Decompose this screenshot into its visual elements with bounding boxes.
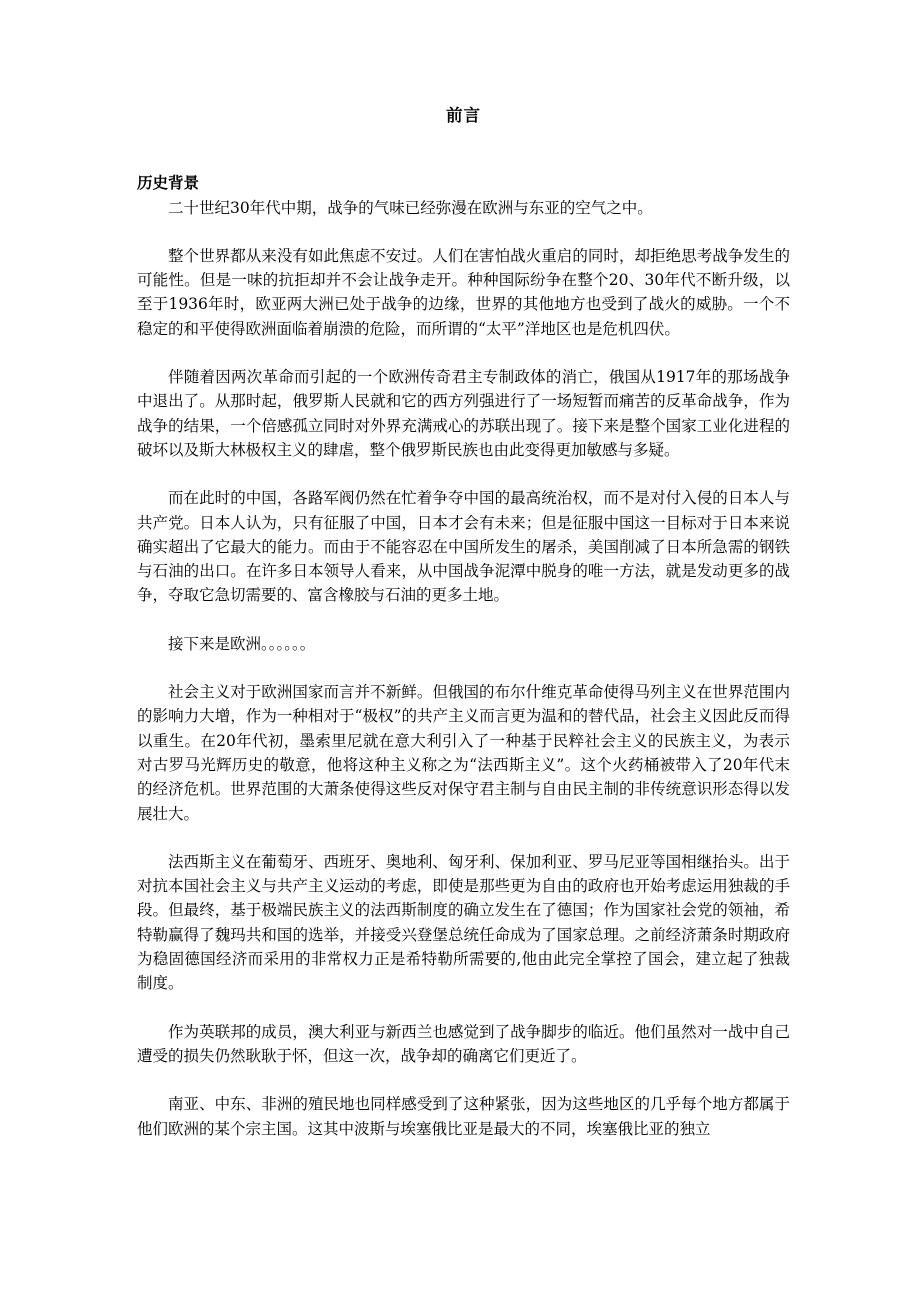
page-title: 前言	[446, 106, 481, 125]
paragraph-colonies: 南亚、中东、非洲的殖民地也同样感受到了这种紧张，因为这些地区的几乎每个地方都属于他们欧洲的某个宗主国。这其中波斯与埃塞俄比亚是最大的不同，埃塞俄比亚的独立	[137, 1095, 790, 1138]
paragraph-china-japan: 而在此时的中国，各路军阀仍然在忙着争夺中国的最高统治权，而不是对付入侵的日本人与共产党。日本人认为，只有征服了中国，日本才会有未来；但是征服中国这一目标对于日本来说确实超出了它最大的能力。而由于不能容忍在中国所发生的屠杀，美国削减了日本所急需的钢铁与石油的出口。在许多日本领导人看来，从中国战争泥潭中脱身的唯一方法，就是发动更多的战争，夺取它急切需要的、富含橡胶与石油的更多土地。	[137, 489, 790, 605]
paragraph-world-anxiety: 整个世界都从来没有如此焦虑不安过。人们在害怕战火重启的同时，却拒绝思考战争发生的可能性。但是一味的抗拒却并不会让战争走开。种种国际纷争在整个20、30年代不断升级，以至于1936年时，欧亚两大洲已处于战争的边缘，世界的其他地方也受到了战火的威胁。一个不稳定的和平使得欧洲面临着崩溃的危险，而所谓的“太平”洋地区也是危机四伏。	[137, 246, 790, 338]
paragraph-intro: 二十世纪30年代中期，战争的气味已经弥漫在欧洲与东亚的空气之中。	[168, 198, 653, 217]
paragraph-socialism-fascism: 社会主义对于欧洲国家而言并不新鲜。但俄国的布尔什维克革命使得马列主义在世界范围内的影响力大增，作为一种相对于“极权”的共产主义而言更为温和的替代品，社会主义因此反而得以重生。在20年代初，墨索里尼就在意大利引入了一种基于民粹社会主义的民族主义，为表示对古罗马光辉历史的敬意，他将这种主义称之为“法西斯主义”。这个火药桶被带入了20年代末的经济危机。世界范围的大萧条使得这些反对保守君主制与自由民主制的非传统意识形态得以发展壮大。	[137, 683, 790, 823]
paragraph-fascism-spread-germany: 法西斯主义在葡萄牙、西班牙、奥地利、匈牙利、保加利亚、罗马尼亚等国相继抬头。出于对抗本国社会主义与共产主义运动的考虑，即使是那些更为自由的政府也开始考虑运用独裁的手段。但最终，基于极端民族主义的法西斯制度的确立发生在了德国；作为国家社会党的领袖，希特勒赢得了魏玛共和国的选举，并接受兴登堡总统任命成为了国家总理。之前经济萧条时期政府为稳固德国经济而采用的非常权力正是希特勒所需要的,他由此完全掌控了国会，建立起了独裁制度。	[137, 852, 790, 993]
section-heading-history-background: 历史背景	[137, 173, 200, 193]
paragraph-next-europe: 接下来是欧洲。。。。。。	[168, 634, 316, 653]
paragraph-commonwealth: 作为英联邦的成员，澳大利亚与新西兰也感觉到了战争脚步的临近。他们虽然对一战中自己遭受的损失仍然耿耿于怀，但这一次，战争却的确离它们更近了。	[137, 1022, 790, 1065]
paragraph-russia: 伴随着因两次革命而引起的一个欧洲传奇君主专制政体的消亡，俄国从1917年的那场战争中退出了。从那时起，俄罗斯人民就和它的西方列强进行了一场短暂而痛苦的反革命战争，作为战争的结果，一个倍感孤立同时对外界充满戒心的苏联出现了。接下来是整个国家工业化进程的破坏以及斯大林极权主义的肆虐，整个俄罗斯民族也由此变得更加敏感与多疑。	[137, 368, 790, 459]
